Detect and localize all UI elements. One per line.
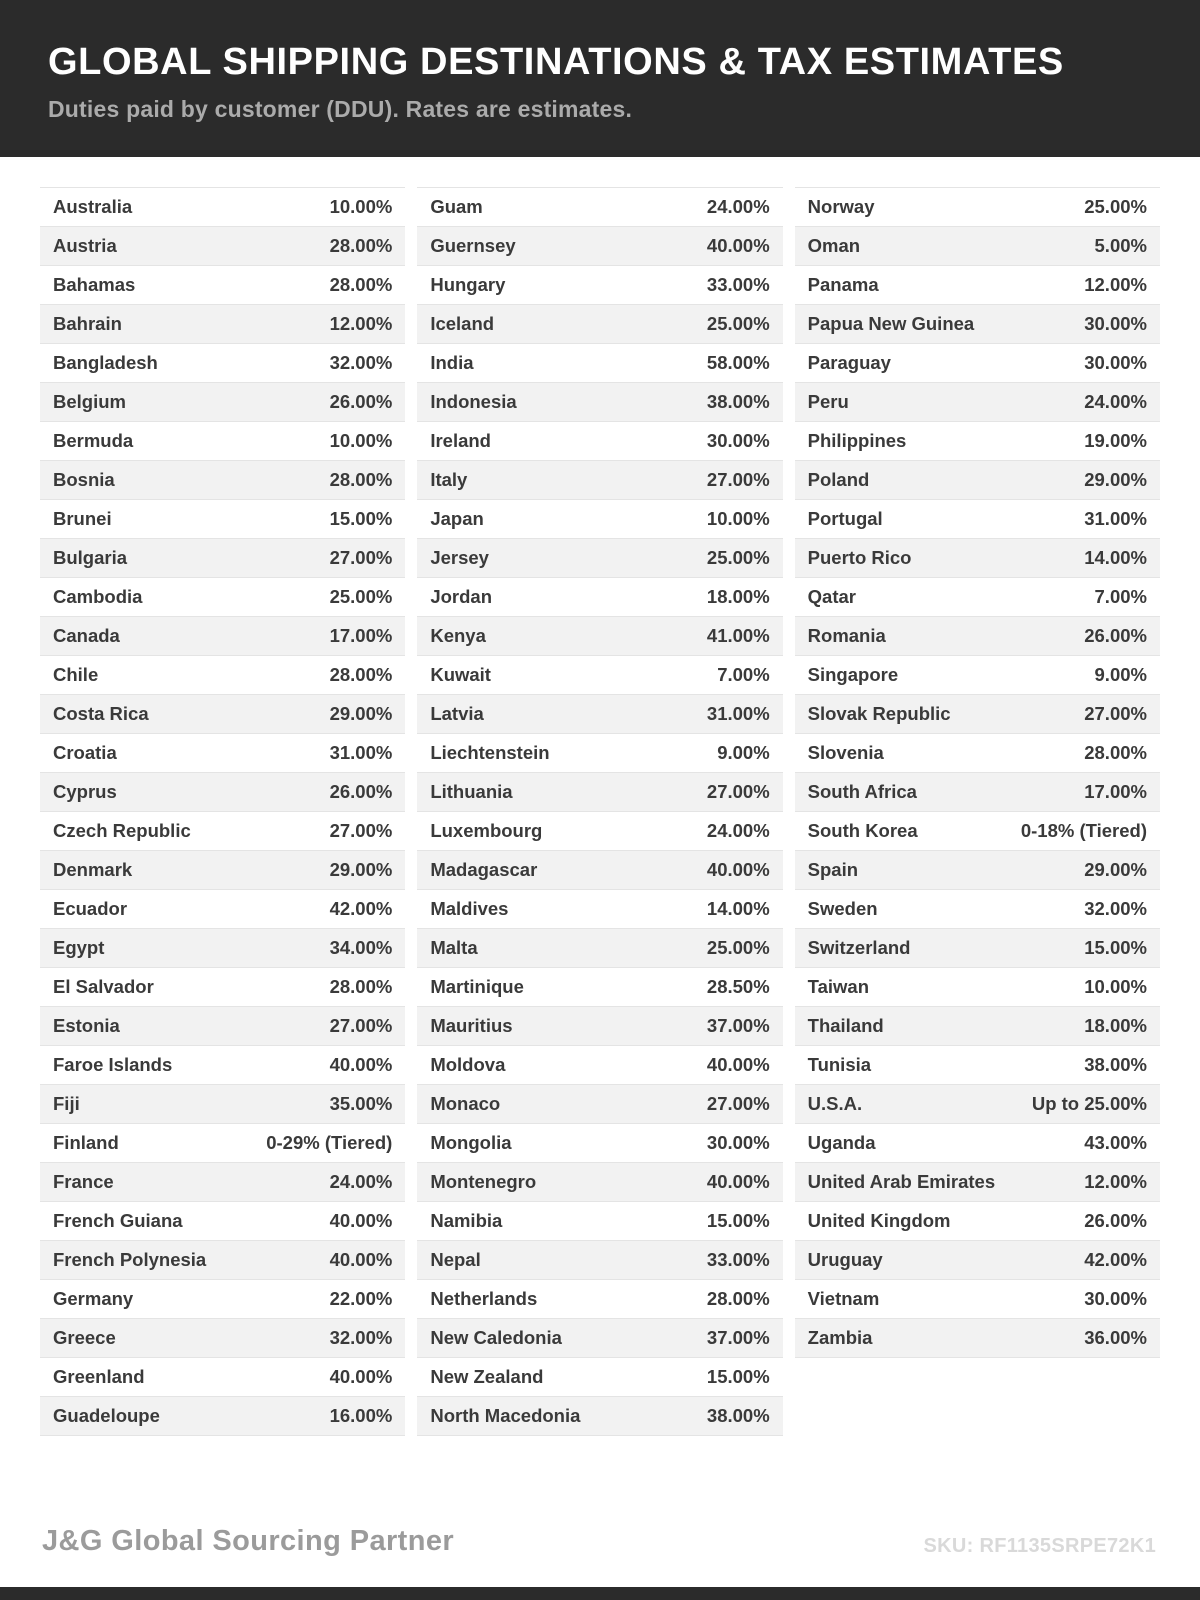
- table-row: [40, 1163, 405, 1202]
- tax-rate-value: 9.00%: [1094, 663, 1147, 685]
- bottom-accent-bar: [0, 1587, 1200, 1600]
- tax-rate-value: 28.00%: [329, 975, 393, 997]
- country-name: Kenya: [430, 624, 486, 646]
- tax-rate-value: 25.00%: [706, 546, 770, 568]
- table-row: [417, 929, 782, 968]
- country-name: India: [430, 351, 474, 373]
- table-row: [417, 1163, 782, 1202]
- country-name: Martinique: [430, 975, 524, 997]
- table-row: [40, 1358, 405, 1397]
- country-name: El Salvador: [53, 975, 154, 997]
- country-name: French Guiana: [53, 1209, 183, 1231]
- tax-rate-value: 24.00%: [706, 819, 770, 841]
- country-name: Bermuda: [53, 429, 134, 451]
- country-name: Austria: [53, 234, 117, 256]
- table-row: [40, 851, 405, 890]
- table-row: [40, 929, 405, 968]
- table-row: [40, 1202, 405, 1241]
- tax-rate-value: 28.00%: [706, 1287, 770, 1309]
- table-row: [417, 1397, 782, 1436]
- tax-rate-value: 37.00%: [706, 1014, 770, 1036]
- table-row: [40, 266, 405, 305]
- country-name: Qatar: [807, 585, 856, 607]
- country-name: Taiwan: [807, 975, 869, 997]
- table-row: [417, 305, 782, 344]
- country-name: Jersey: [430, 546, 489, 568]
- table-row: [417, 1085, 782, 1124]
- country-name: Mongolia: [430, 1131, 512, 1153]
- tax-rate-value: 28.00%: [329, 234, 393, 256]
- table-row: [40, 1007, 405, 1046]
- country-name: Montenegro: [430, 1170, 537, 1192]
- table-row: [795, 890, 1160, 929]
- tax-rate-value: 27.00%: [706, 1092, 770, 1114]
- tax-rate-value: 29.00%: [329, 858, 393, 880]
- table-row: [795, 578, 1160, 617]
- table-row: [417, 344, 782, 383]
- table-row: [40, 1241, 405, 1280]
- tax-rate-value: 15.00%: [706, 1365, 770, 1387]
- tax-rate-value: 18.00%: [706, 585, 770, 607]
- tax-rate-value: 7.00%: [1094, 585, 1147, 607]
- table-row: [795, 500, 1160, 539]
- table-row: [417, 812, 782, 851]
- country-name: Uganda: [807, 1131, 876, 1153]
- country-name: North Macedonia: [430, 1404, 581, 1426]
- country-name: Papua New Guinea: [807, 312, 975, 334]
- tax-rate-value: 29.00%: [1084, 858, 1147, 880]
- table-row: [795, 734, 1160, 773]
- country-name: Bangladesh: [53, 351, 158, 373]
- table-row: [40, 812, 405, 851]
- tax-rate-value: 42.00%: [1084, 1248, 1147, 1270]
- country-name: Poland: [807, 468, 870, 490]
- table-row: [40, 1319, 405, 1358]
- country-name: French Polynesia: [53, 1248, 207, 1270]
- table-row: [417, 422, 782, 461]
- table-row: [795, 188, 1160, 227]
- tax-rate-value: 40.00%: [329, 1053, 393, 1075]
- table-row: [795, 851, 1160, 890]
- country-name: Sweden: [807, 897, 878, 919]
- tax-rate-value: 33.00%: [706, 273, 770, 295]
- tax-rate-value: 27.00%: [329, 819, 393, 841]
- table-row: [795, 1124, 1160, 1163]
- table-row: [795, 1163, 1160, 1202]
- table-row: [417, 1007, 782, 1046]
- country-name: Netherlands: [430, 1287, 538, 1309]
- tax-rate-value: 31.00%: [329, 741, 393, 763]
- tax-rate-value: 35.00%: [329, 1092, 393, 1114]
- country-name: Croatia: [53, 741, 117, 763]
- table-row: [795, 695, 1160, 734]
- country-name: Spain: [807, 858, 859, 880]
- table-row: [40, 1280, 405, 1319]
- country-name: Guadeloupe: [53, 1404, 160, 1426]
- table-row: [417, 1319, 782, 1358]
- table-row: [795, 461, 1160, 500]
- country-name: Tunisia: [807, 1053, 872, 1075]
- country-name: France: [53, 1170, 114, 1192]
- table-row: [40, 773, 405, 812]
- country-name: Lithuania: [430, 780, 513, 802]
- page-footer: [0, 1525, 1200, 1558]
- tax-rate-value: 36.00%: [1084, 1326, 1147, 1348]
- tax-rate-value: 28.00%: [1084, 741, 1147, 763]
- tax-rate-value: 32.00%: [329, 351, 393, 373]
- country-name: Portugal: [807, 507, 883, 529]
- country-name: Bahrain: [53, 312, 122, 334]
- tax-rate-value: 27.00%: [706, 780, 770, 802]
- tax-rate-value: 27.00%: [1084, 702, 1147, 724]
- table-row: [795, 617, 1160, 656]
- table-row: [40, 1397, 405, 1436]
- country-name: Vietnam: [807, 1287, 880, 1309]
- table-row: [417, 890, 782, 929]
- country-name: Namibia: [430, 1209, 503, 1231]
- tax-rate-value: 27.00%: [706, 468, 770, 490]
- tax-rate-value: 28.00%: [329, 273, 393, 295]
- tax-rate-value: 9.00%: [717, 741, 770, 763]
- table-row: [40, 305, 405, 344]
- tax-rate-value: 37.00%: [706, 1326, 770, 1348]
- tax-rate-value: 18.00%: [1084, 1014, 1147, 1036]
- country-name: Indonesia: [430, 390, 517, 412]
- table-row: [417, 383, 782, 422]
- tax-rate-value: 30.00%: [706, 429, 770, 451]
- table-row: [417, 461, 782, 500]
- country-name: Monaco: [430, 1092, 501, 1114]
- country-name: Faroe Islands: [53, 1053, 173, 1075]
- country-name: Madagascar: [430, 858, 538, 880]
- tax-rate-value: 34.00%: [329, 936, 393, 958]
- tax-rate-value: 15.00%: [706, 1209, 770, 1231]
- country-name: Japan: [430, 507, 484, 529]
- country-name: Slovak Republic: [807, 702, 951, 724]
- tax-rate-value: 32.00%: [1084, 897, 1147, 919]
- country-name: Cyprus: [53, 780, 117, 802]
- table-row: [417, 188, 782, 227]
- table-row: [417, 266, 782, 305]
- table-row: [40, 734, 405, 773]
- tax-rate-value: 24.00%: [706, 195, 770, 217]
- tax-rate-value: 40.00%: [706, 1170, 770, 1192]
- country-name: Belgium: [53, 390, 126, 412]
- sku-label: SKU: RF1135SRPE72K1: [923, 1535, 1156, 1557]
- country-name: Ireland: [430, 429, 491, 451]
- table-row: [795, 1085, 1160, 1124]
- country-name: Puerto Rico: [807, 546, 912, 568]
- country-name: Liechtenstein: [430, 741, 550, 763]
- country-name: U.S.A.: [807, 1092, 863, 1114]
- tax-rate-value: 33.00%: [706, 1248, 770, 1270]
- tax-rate-value: 29.00%: [329, 702, 393, 724]
- table-column-2: [417, 187, 782, 1436]
- table-row: [795, 1007, 1160, 1046]
- tax-rate-value: 10.00%: [329, 429, 393, 451]
- tax-rate-value: 24.00%: [1084, 390, 1147, 412]
- country-name: Hungary: [430, 273, 506, 295]
- tax-rate-value: 14.00%: [1084, 546, 1147, 568]
- table-row: [417, 968, 782, 1007]
- tax-rate-value: 10.00%: [706, 507, 770, 529]
- tax-rate-value: 16.00%: [329, 1404, 393, 1426]
- table-row: [417, 617, 782, 656]
- table-row: [417, 1241, 782, 1280]
- table-row: [795, 266, 1160, 305]
- tax-rate-value: 27.00%: [329, 1014, 393, 1036]
- country-name: Switzerland: [807, 936, 911, 958]
- country-name: Ecuador: [53, 897, 128, 919]
- country-name: Slovenia: [807, 741, 884, 763]
- table-row: [40, 578, 405, 617]
- tax-rate-value: 28.50%: [706, 975, 770, 997]
- table-row: [40, 968, 405, 1007]
- country-name: Mauritius: [430, 1014, 513, 1036]
- tax-rate-value: 26.00%: [329, 390, 393, 412]
- table-row: [40, 461, 405, 500]
- table-row: [40, 1046, 405, 1085]
- table-row: [40, 227, 405, 266]
- tax-rate-value: 40.00%: [706, 858, 770, 880]
- country-name: Fiji: [53, 1092, 80, 1114]
- table-row: [40, 1085, 405, 1124]
- table-row: [417, 656, 782, 695]
- country-name: Singapore: [807, 663, 899, 685]
- tax-rate-value: 29.00%: [1084, 468, 1147, 490]
- country-name: Philippines: [807, 429, 907, 451]
- page-subtitle: Duties paid by customer (DDU). Rates are estimates.: [48, 95, 633, 122]
- tax-rate-value: 26.00%: [1084, 624, 1147, 646]
- table-row: [40, 617, 405, 656]
- country-name: Greece: [53, 1326, 116, 1348]
- country-name: Germany: [53, 1287, 134, 1309]
- table-row: [795, 227, 1160, 266]
- country-name: Peru: [807, 390, 849, 412]
- page-title: GLOBAL SHIPPING DESTINATIONS & TAX ESTIMATES: [48, 41, 1064, 83]
- tax-rate-value: 25.00%: [706, 312, 770, 334]
- table-row: [40, 656, 405, 695]
- tax-rate-value: 28.00%: [329, 663, 393, 685]
- tax-rate-value: 10.00%: [329, 195, 393, 217]
- tax-rate-value: 25.00%: [1084, 195, 1147, 217]
- tax-rate-value: 38.00%: [706, 1404, 770, 1426]
- tax-rate-value: 43.00%: [1084, 1131, 1147, 1153]
- brand-name: J&G Global Sourcing Partner: [42, 1525, 455, 1557]
- table-row: [40, 695, 405, 734]
- country-name: Norway: [807, 195, 875, 217]
- table-row: [795, 422, 1160, 461]
- table-row: [795, 656, 1160, 695]
- country-name: Paraguay: [807, 351, 891, 373]
- table-row: [795, 1280, 1160, 1319]
- tax-rate-value: 26.00%: [329, 780, 393, 802]
- country-name: South Korea: [807, 819, 918, 841]
- table-row: [795, 929, 1160, 968]
- tax-rate-value: 15.00%: [1084, 936, 1147, 958]
- tax-rate-value: 0-18% (Tiered): [1020, 819, 1147, 841]
- table-row: [795, 539, 1160, 578]
- table-row: [40, 188, 405, 227]
- tax-rate-value: 12.00%: [1084, 273, 1147, 295]
- tax-rate-value: 31.00%: [706, 702, 770, 724]
- tax-rate-value: 17.00%: [329, 624, 393, 646]
- country-name: Kuwait: [430, 663, 491, 685]
- country-name: Cambodia: [53, 585, 143, 607]
- country-name: Greenland: [53, 1365, 145, 1387]
- tax-rate-value: 40.00%: [329, 1248, 393, 1270]
- tax-rate-value: 27.00%: [329, 546, 393, 568]
- table-row: [417, 500, 782, 539]
- country-name: Panama: [807, 273, 879, 295]
- tax-rate-value: 58.00%: [706, 351, 770, 373]
- table-row: [795, 1046, 1160, 1085]
- table-row: [795, 812, 1160, 851]
- table-row: [417, 734, 782, 773]
- table-row: [40, 890, 405, 929]
- tax-rate-value: 42.00%: [329, 897, 393, 919]
- country-name: Moldova: [430, 1053, 506, 1075]
- tax-rate-value: 12.00%: [1084, 1170, 1147, 1192]
- table-row: [417, 1358, 782, 1397]
- country-name: Latvia: [430, 702, 484, 724]
- country-name: Jordan: [430, 585, 493, 607]
- table-row: [417, 695, 782, 734]
- table-row: [40, 422, 405, 461]
- country-name: Zambia: [807, 1326, 873, 1348]
- country-name: Denmark: [53, 858, 133, 880]
- table-row: [417, 773, 782, 812]
- country-name: Italy: [430, 468, 468, 490]
- country-name: Brunei: [53, 507, 112, 529]
- tax-rate-value: 41.00%: [706, 624, 770, 646]
- table-row: [40, 539, 405, 578]
- tax-rate-value: 30.00%: [706, 1131, 770, 1153]
- table-row: [40, 1124, 405, 1163]
- country-name: Guernsey: [430, 234, 516, 256]
- tax-rate-value: 25.00%: [329, 585, 393, 607]
- table-column-3: [795, 187, 1160, 1358]
- country-name: Uruguay: [807, 1248, 883, 1270]
- tax-rate-value: 31.00%: [1084, 507, 1147, 529]
- tax-rate-value: 38.00%: [1084, 1053, 1147, 1075]
- table-row: [417, 1280, 782, 1319]
- country-name: Finland: [53, 1131, 119, 1153]
- table-row: [40, 383, 405, 422]
- country-name: Thailand: [807, 1014, 884, 1036]
- country-name: Bahamas: [53, 273, 136, 295]
- country-name: Malta: [430, 936, 478, 958]
- tax-rate-value: 38.00%: [706, 390, 770, 412]
- country-name: Bosnia: [53, 468, 115, 490]
- country-name: Romania: [807, 624, 886, 646]
- country-name: Luxembourg: [430, 819, 543, 841]
- tax-rate-value: 32.00%: [329, 1326, 393, 1348]
- table-row: [795, 383, 1160, 422]
- country-name: Australia: [53, 195, 133, 217]
- country-name: United Arab Emirates: [807, 1170, 996, 1192]
- table-row: [417, 1202, 782, 1241]
- country-name: Chile: [53, 663, 99, 685]
- table-row: [795, 773, 1160, 812]
- table-row: [417, 578, 782, 617]
- tax-rate-value: 10.00%: [1084, 975, 1147, 997]
- tax-rate-value: 17.00%: [1084, 780, 1147, 802]
- country-name: South Africa: [807, 780, 917, 802]
- country-name: Maldives: [430, 897, 509, 919]
- country-name: New Zealand: [430, 1365, 544, 1387]
- tax-rate-value: 5.00%: [1094, 234, 1147, 256]
- table-row: [417, 1046, 782, 1085]
- country-name: Oman: [807, 234, 861, 256]
- tax-rate-value: 30.00%: [1084, 312, 1147, 334]
- page-header: [0, 0, 1200, 157]
- tax-rate-value: 7.00%: [717, 663, 770, 685]
- table-row: [417, 851, 782, 890]
- table-row: [40, 344, 405, 383]
- table-row: [795, 1319, 1160, 1358]
- country-name: Costa Rica: [53, 702, 149, 724]
- tax-rate-value: 15.00%: [329, 507, 393, 529]
- tax-rate-value: Up to 25.00%: [1031, 1092, 1147, 1114]
- tax-rate-value: 40.00%: [329, 1209, 393, 1231]
- tax-rate-value: 40.00%: [706, 234, 770, 256]
- tax-rate-table: [0, 157, 1200, 1436]
- country-name: Bulgaria: [53, 546, 128, 568]
- tax-rate-value: 12.00%: [329, 312, 393, 334]
- table-row: [795, 305, 1160, 344]
- table-row: [417, 539, 782, 578]
- table-row: [795, 1202, 1160, 1241]
- tax-rate-value: 30.00%: [1084, 1287, 1147, 1309]
- table-row: [40, 500, 405, 539]
- table-row: [795, 344, 1160, 383]
- table-row: [795, 968, 1160, 1007]
- tax-rate-value: 28.00%: [329, 468, 393, 490]
- tax-rate-value: 22.00%: [329, 1287, 393, 1309]
- tax-rate-value: 0-29% (Tiered): [266, 1131, 393, 1153]
- country-name: United Kingdom: [807, 1209, 951, 1231]
- tax-rate-value: 26.00%: [1084, 1209, 1147, 1231]
- country-name: Czech Republic: [53, 819, 191, 841]
- tax-rate-value: 40.00%: [706, 1053, 770, 1075]
- tax-rate-value: 40.00%: [329, 1365, 393, 1387]
- country-name: Egypt: [53, 936, 105, 958]
- table-row: [417, 227, 782, 266]
- country-name: Nepal: [430, 1248, 481, 1270]
- tax-rate-value: 24.00%: [329, 1170, 393, 1192]
- table-row: [795, 1241, 1160, 1280]
- tax-rate-value: 25.00%: [706, 936, 770, 958]
- tax-rate-value: 30.00%: [1084, 351, 1147, 373]
- tax-rate-value: 19.00%: [1084, 429, 1147, 451]
- country-name: Canada: [53, 624, 120, 646]
- country-name: Guam: [430, 195, 483, 217]
- country-name: Iceland: [430, 312, 495, 334]
- country-name: Estonia: [53, 1014, 120, 1036]
- tax-rate-value: 14.00%: [706, 897, 770, 919]
- table-column-1: [40, 187, 405, 1436]
- country-name: New Caledonia: [430, 1326, 562, 1348]
- table-row: [417, 1124, 782, 1163]
